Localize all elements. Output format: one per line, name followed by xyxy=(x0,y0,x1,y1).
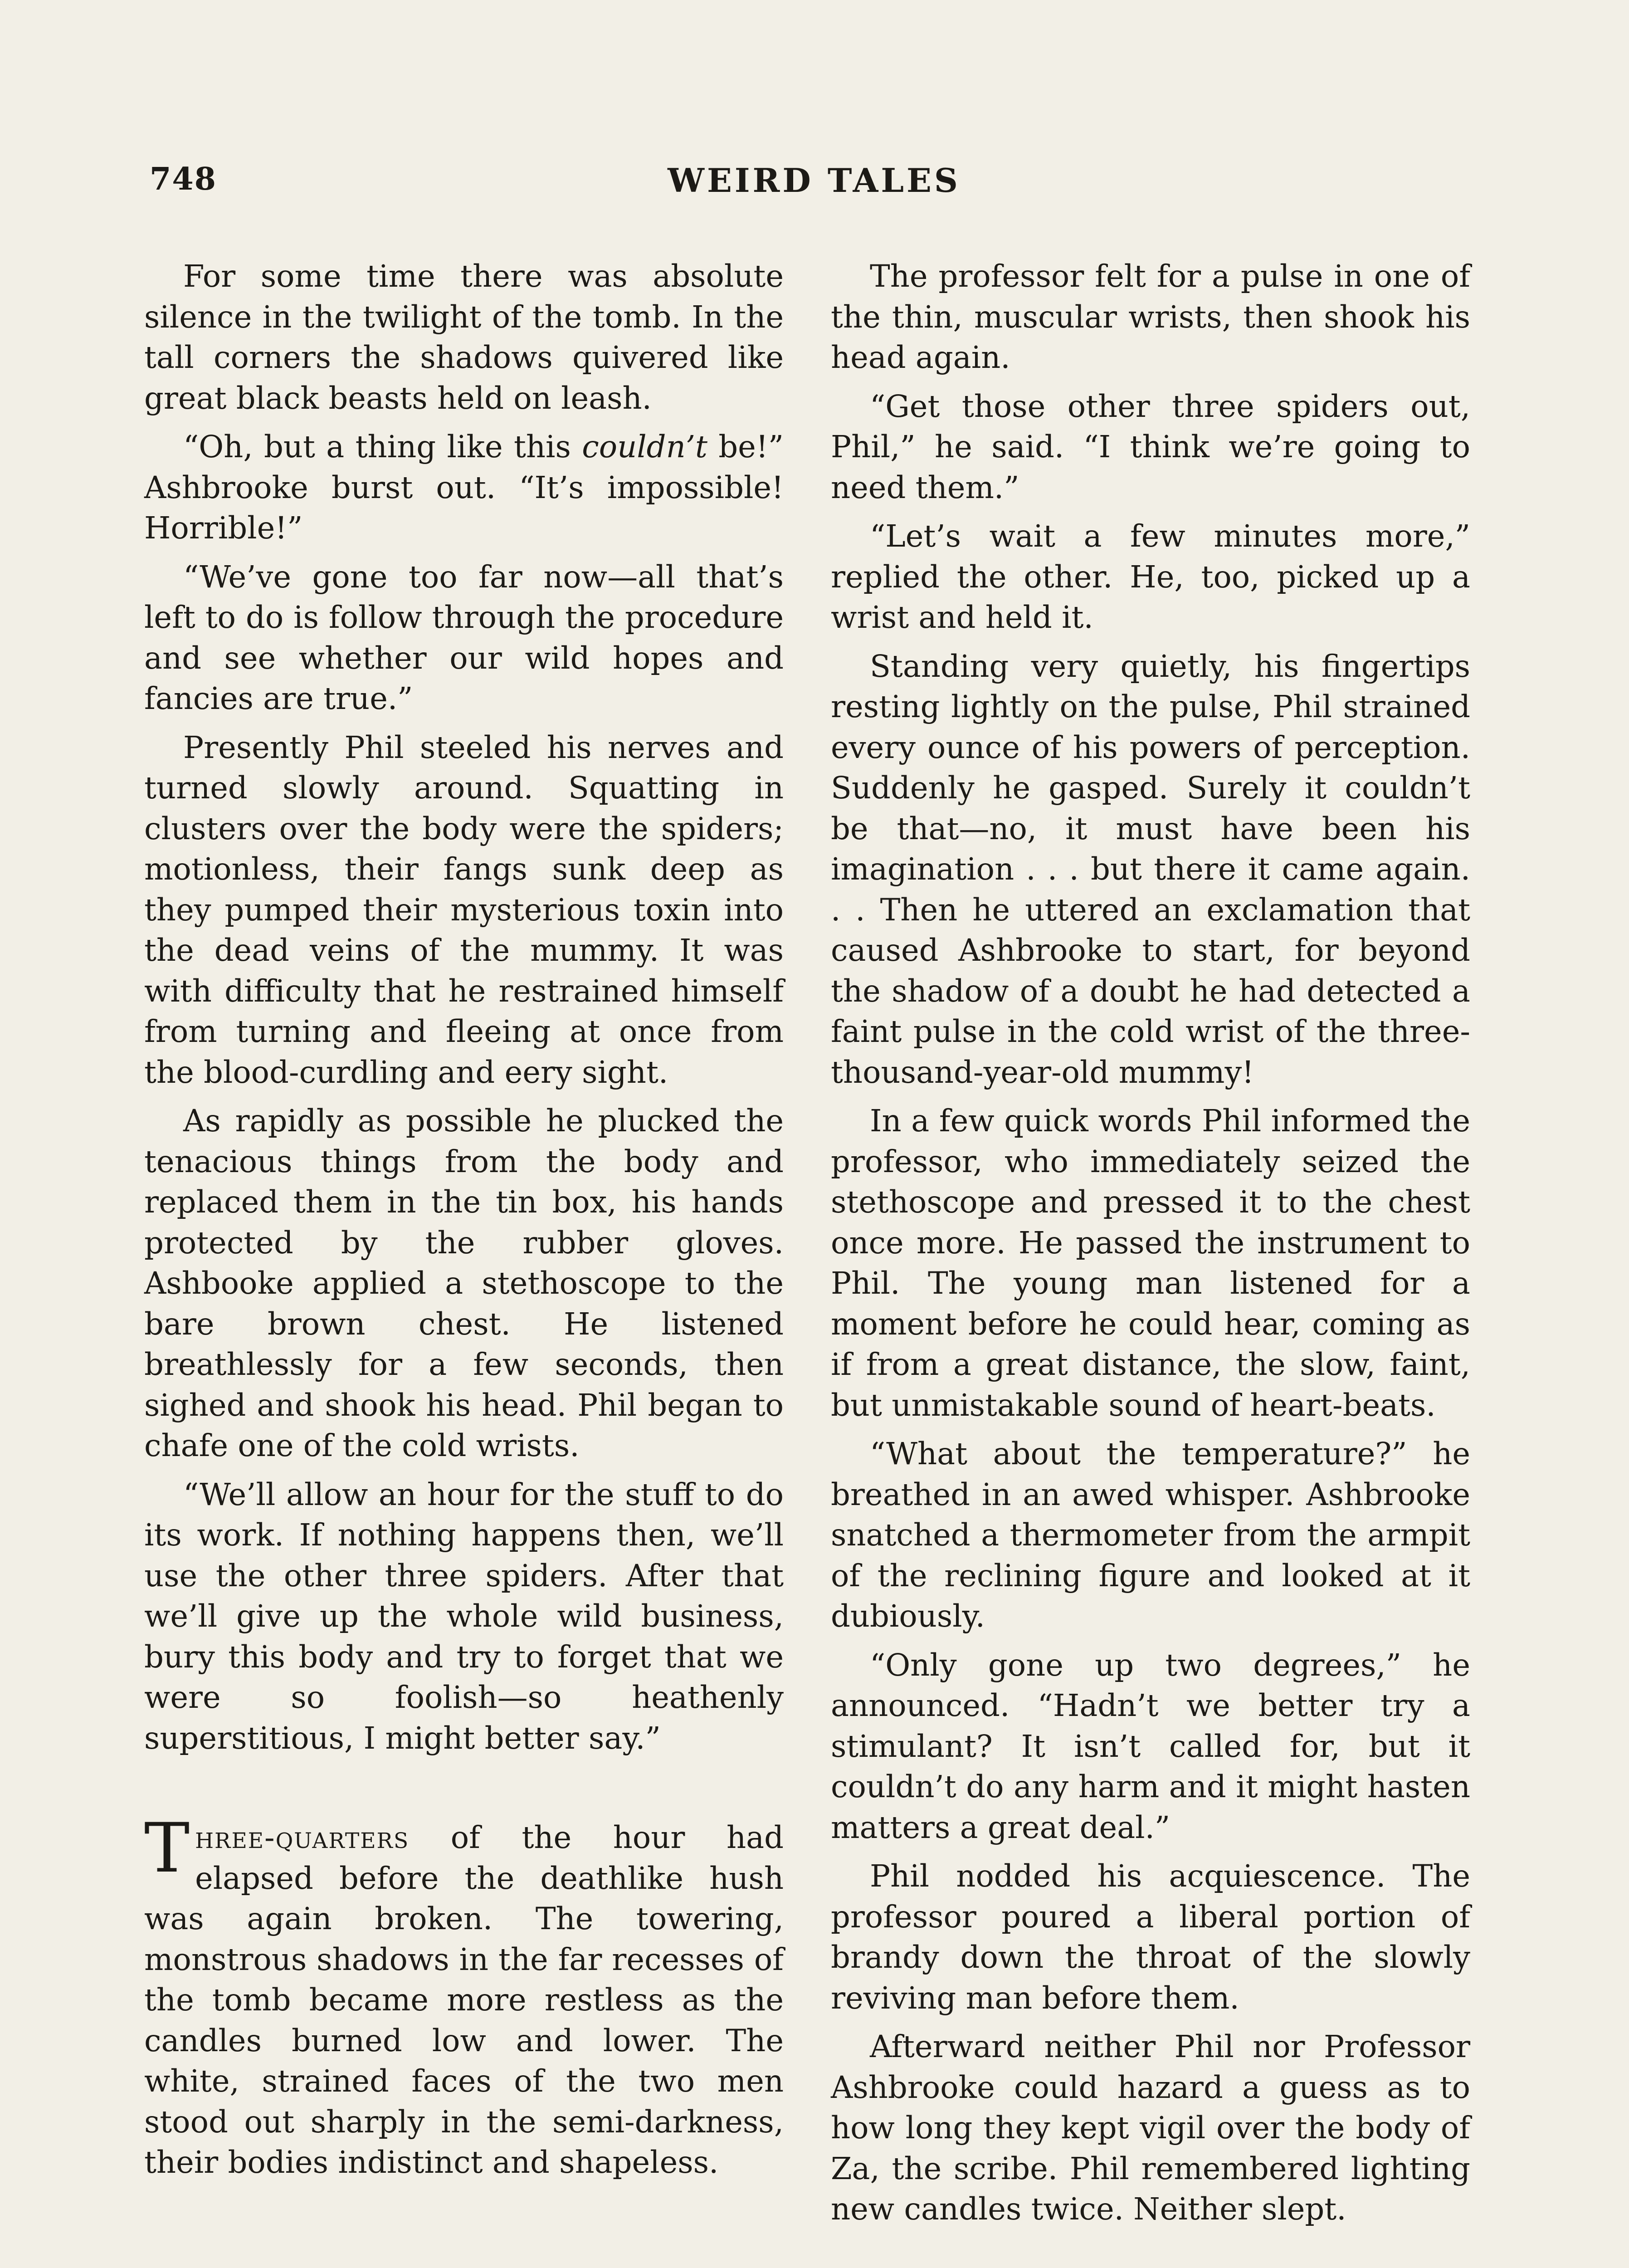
paragraph: As rapidly as possible he plucked the tenacious things from the body and replaced them in the tin box, his hands protected by the rubber gloves. Ashbooke applied a stethoscope to the bare brown chest. He listened breathlessly for a few seconds, then sighed and shook his head. Phil began to chafe one of the cold wrists. xyxy=(144,1103,784,1463)
paragraph xyxy=(144,427,784,549)
text-run: be!” Ashbrooke burst out. “It’s impossible! Horrible!” xyxy=(144,429,784,546)
text-run: “Oh, but a thing like this xyxy=(183,429,582,464)
paragraph: “Only gone up two degrees,” he announced. “Hadn’t we better try a stimulant? It isn’t called for, but it couldn’t do any harm and it might hasten matters a great deal.” xyxy=(831,1647,1470,1845)
page-header xyxy=(150,161,1478,215)
paragraph: “What about the temperature?” he breathed in an awed whisper. Ashbrooke snatched a thermometer from the armpit of the reclining figure and looked at it dubiously. xyxy=(831,1436,1470,1634)
paragraph: Afterward neither Phil nor Professor Ashbrooke could hazard a guess as to how long they kept vigil over the body of Za, the scribe. Phil remembered lighting new candles twice. Neither slept. xyxy=(831,2029,1470,2227)
text-run: of the hour had elapsed before the deathlike hush was again broken. The towering, monstrous shadows in the far recesses of the tomb became more restless as the candles burned low and lower. The white, strained faces of the two men stood out sharply in the semi-darkness, their bodies indistinct and shapeless. xyxy=(144,1820,784,2180)
italic-text: couldn’t xyxy=(582,429,707,464)
paragraph: The professor felt for a pulse in one of the thin, muscular wrists, then shook his head again. xyxy=(831,259,1470,375)
page-number: 748 xyxy=(150,161,217,197)
section-start-paragraph xyxy=(144,1809,784,2183)
small-caps-lead: hree-quarters xyxy=(195,1820,410,1855)
paragraph: In a few quick words Phil informed the professor, who immediately seized the stethoscope and pressed it to the chest once more. He passed the instrument to Phil. The young man listened for a moment before he could hear, coming as if from a great distance, the slow, faint, but unmistakable sound of heart-beats. xyxy=(831,1103,1470,1423)
paragraph: Phil nodded his acquiescence. The professor poured a liberal portion of brandy down the throat of the slowly reviving man before them. xyxy=(831,1858,1470,2016)
paragraph: For some time there was absolute silence in the twilight of the tomb. In the tall corners the shadows quivered like great black beasts held on leash. xyxy=(144,259,784,416)
paragraph: Standing very quietly, his fingertips resting lightly on the pulse, Phil strained every ounce of his powers of perception. Suddenly he gasped. Surely it couldn’t be that—no, it must have been his imagination . . . but there it came again. . . Then he uttered an exclamation that caused Ashbrooke to start, for beyond the shadow of a doubt he had detected a faint pulse in the cold wrist of the three-thousand-year-old mummy! xyxy=(831,648,1470,1090)
paragraph: “Let’s wait a few minutes more,” replied the other. He, too, picked up a wrist and held it. xyxy=(831,518,1470,635)
drop-cap: T xyxy=(144,1809,190,1888)
left-column xyxy=(144,256,784,2191)
right-column xyxy=(831,256,1470,2238)
paragraph: “We’ll allow an hour for the stuff to do its work. If nothing happens then, we’ll use the other three spiders. After that we’ll give up the whole wild business, bury this body and try to forget that we were so foolish—so heathenly superstitious, I might better say.” xyxy=(144,1476,784,1756)
paragraph: “We’ve gone too far now—all that’s left to do is follow through the procedure and see whether our wild hopes and fancies are true.” xyxy=(144,559,784,716)
paragraph: “Get those other three spiders out, Phil,” he said. “I think we’re going to need them.” xyxy=(831,388,1470,505)
running-title: WEIRD TALES xyxy=(668,161,961,200)
paragraph: Presently Phil steeled his nerves and turned slowly around. Squatting in clusters over the body were the spiders; motionless, their fangs sunk deep as they pumped their mysterious toxin into the dead veins of the mummy. It was with difficulty that he restrained himself from turning and fleeing at once from the blood-curdling and eery sight. xyxy=(144,729,784,1090)
